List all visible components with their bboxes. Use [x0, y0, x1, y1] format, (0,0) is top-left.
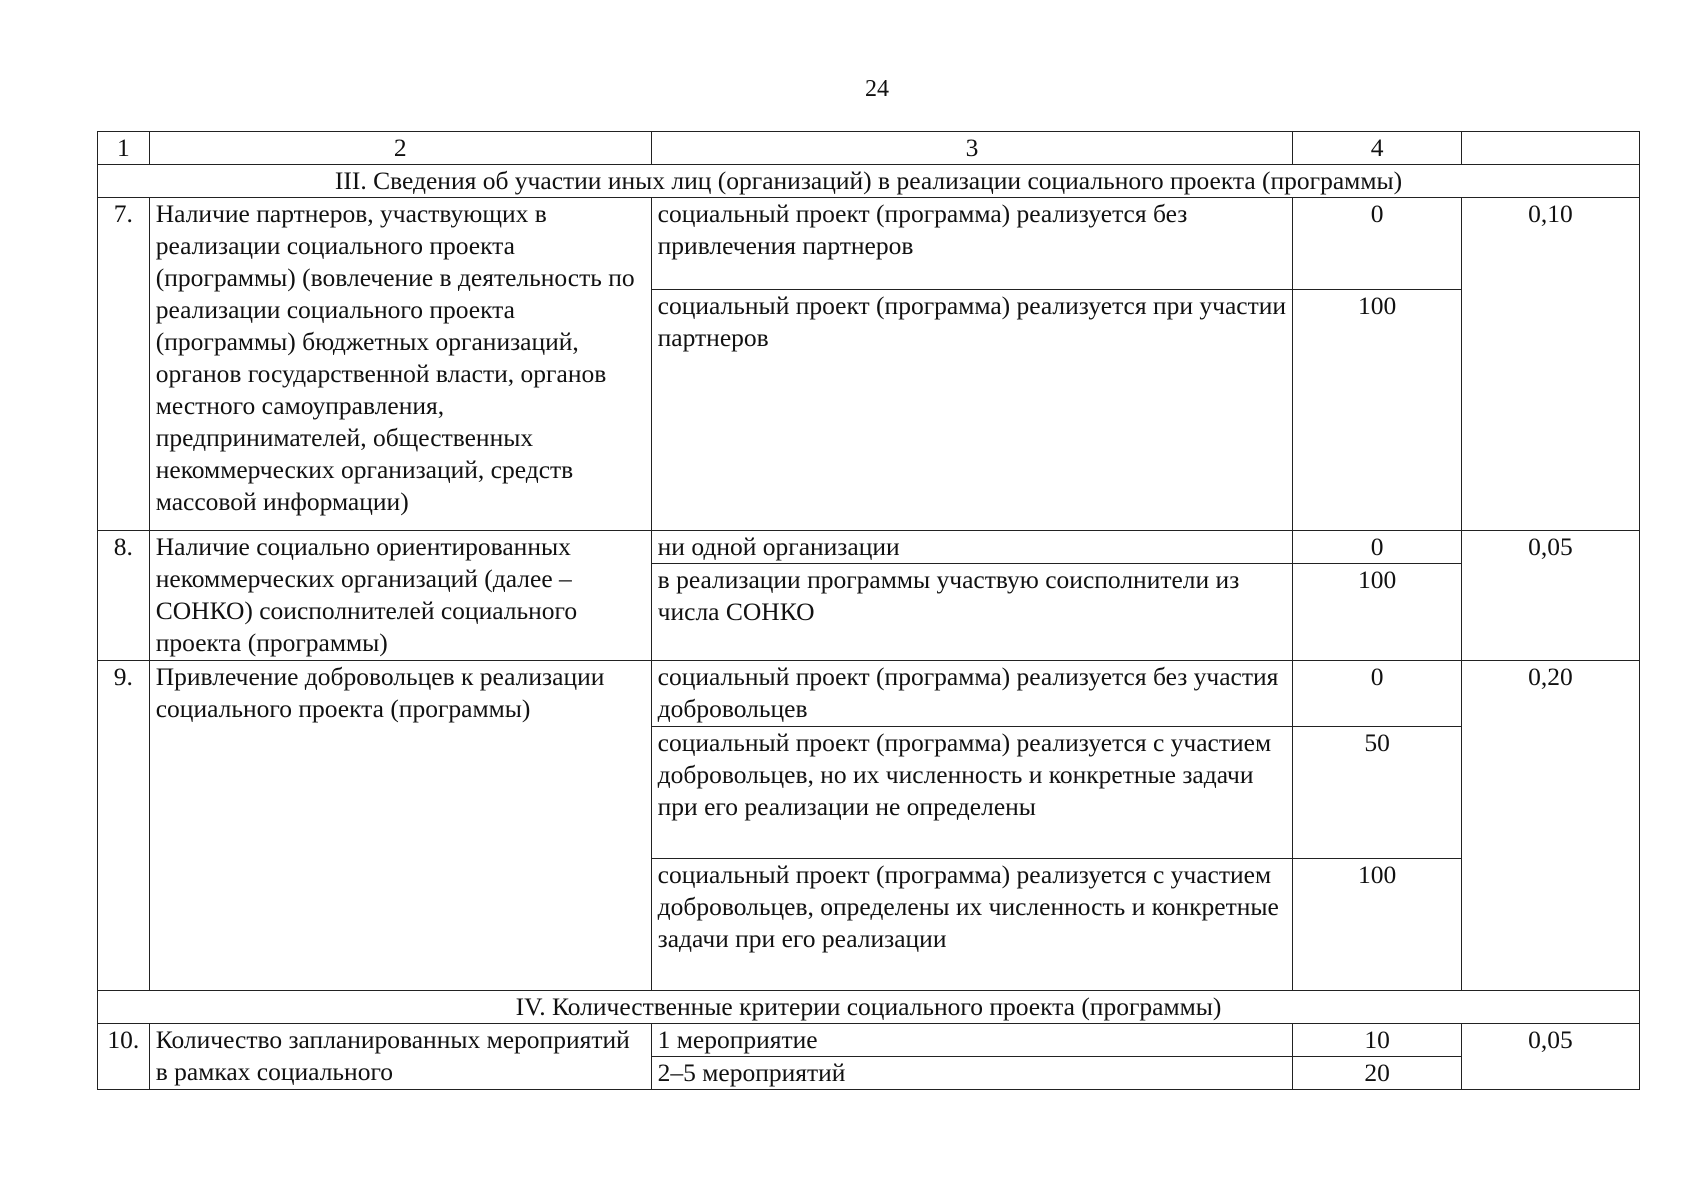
criterion-cell: Привлечение добровольцев к реализации социального проекта (программы): [149, 661, 651, 991]
criterion-cell: Количество запланированных мероприятий в рамках социального: [149, 1024, 651, 1090]
option-cell: ни одной организации: [651, 531, 1293, 564]
criterion-cell: Наличие партнеров, участвующих в реализации социального проекта (программы) (вовлечение в деятельность по реализации социального проекта (программы) бюджетных организаций, органов государственной власти, органов местного самоуправления, предпринимателей, общественных некоммерческих организаций, средств массовой информации): [149, 198, 651, 531]
table-header-row: [98, 132, 1640, 165]
score-cell: 100: [1293, 290, 1462, 531]
weight-cell: 0,05: [1461, 1024, 1639, 1090]
table-row: [98, 661, 1640, 727]
header-col-2: 2: [149, 132, 651, 165]
score-cell: 20: [1293, 1057, 1462, 1090]
header-col-3: 3: [651, 132, 1293, 165]
option-cell: социальный проект (программа) реализуется с участием добровольцев, но их численность и конкретные задачи при его реализации не определены: [651, 727, 1293, 859]
option-cell: социальный проект (программа) реализуется при участии партнеров: [651, 290, 1293, 531]
score-cell: 0: [1293, 661, 1462, 727]
header-col-1: 1: [98, 132, 150, 165]
table-row: [98, 1024, 1640, 1057]
header-col-5: [1461, 132, 1639, 165]
score-cell: 100: [1293, 859, 1462, 991]
score-cell: 0: [1293, 531, 1462, 564]
score-cell: 10: [1293, 1024, 1462, 1057]
weight-cell: 0,10: [1461, 198, 1639, 531]
weight-cell: 0,20: [1461, 661, 1639, 991]
table-row: [98, 531, 1640, 564]
score-cell: 0: [1293, 198, 1462, 290]
option-cell: социальный проект (программа) реализуется без привлечения партнеров: [651, 198, 1293, 290]
option-cell: 1 мероприятие: [651, 1024, 1293, 1057]
row-number: 9.: [98, 661, 150, 991]
row-number: 10.: [98, 1024, 150, 1090]
header-col-4: 4: [1293, 132, 1462, 165]
weight-cell: 0,05: [1461, 531, 1639, 661]
section-row: [98, 991, 1640, 1024]
score-cell: 50: [1293, 727, 1462, 859]
option-cell: 2–5 мероприятий: [651, 1057, 1293, 1090]
option-cell: в реализации программы участвую соисполнители из числа СОНКО: [651, 564, 1293, 661]
table-row: [98, 198, 1640, 290]
score-cell: 100: [1293, 564, 1462, 661]
criteria-table: [97, 131, 1640, 1090]
criterion-cell: Наличие социально ориентированных некоммерческих организаций (далее – СОНКО) соисполнителей социального проекта (программы): [149, 531, 651, 661]
section-3-title: III. Сведения об участии иных лиц (организаций) в реализации социального проекта (программы): [98, 165, 1640, 198]
row-number: 7.: [98, 198, 150, 531]
section-4-title: IV. Количественные критерии социального проекта (программы): [98, 991, 1640, 1024]
page-number: 24: [865, 76, 889, 102]
section-row: [98, 165, 1640, 198]
option-cell: социальный проект (программа) реализуется с участием добровольцев, определены их численность и конкретные задачи при его реализации: [651, 859, 1293, 991]
option-cell: социальный проект (программа) реализуется без участия добровольцев: [651, 661, 1293, 727]
row-number: 8.: [98, 531, 150, 661]
